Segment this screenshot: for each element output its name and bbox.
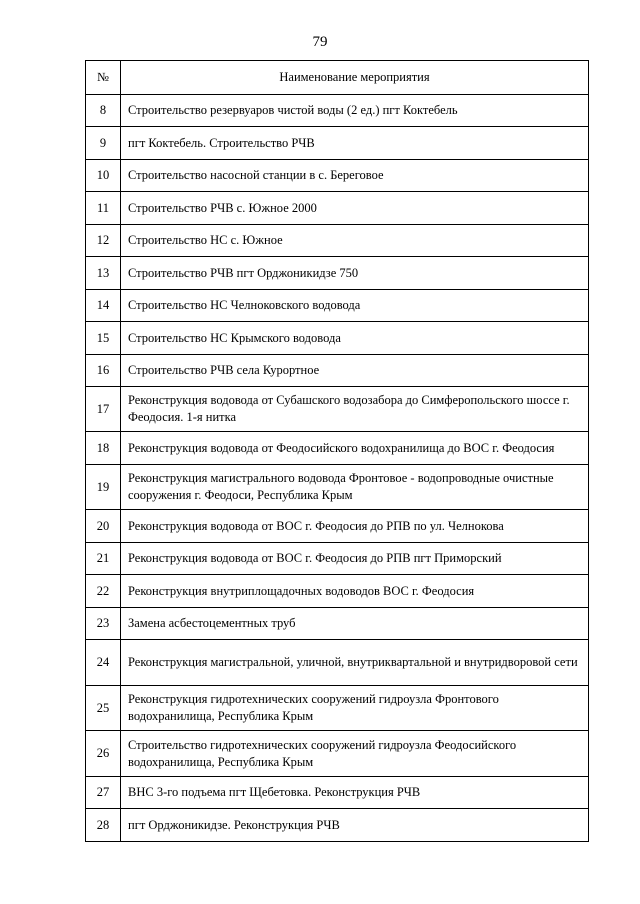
row-name: Реконструкция магистрального водовода Фронтовое - водопроводные очистные сооружения г. Феодоси, Республика Крым (121, 465, 589, 510)
table-row (86, 809, 589, 842)
row-number: 23 (86, 608, 121, 640)
row-number: 21 (86, 543, 121, 575)
row-name: Строительство гидротехнических сооружений гидроузла Феодосийского водохранилища, Республика Крым (121, 731, 589, 777)
row-number: 14 (86, 290, 121, 322)
row-number: 17 (86, 387, 121, 432)
row-name: ВНС 3-го подъема пгт Щебетовка. Реконструкция РЧВ (121, 777, 589, 809)
table-row (86, 543, 589, 575)
table-row (86, 432, 589, 465)
row-name: Реконструкция гидротехнических сооружений гидроузла Фронтового водохранилища, Республика Крым (121, 686, 589, 731)
row-number: 22 (86, 575, 121, 608)
table-row (86, 731, 589, 777)
table-row (86, 465, 589, 510)
table-row (86, 608, 589, 640)
row-number: 9 (86, 127, 121, 160)
row-number: 13 (86, 257, 121, 290)
header-number: № (86, 61, 121, 95)
row-number: 11 (86, 192, 121, 225)
table-row (86, 387, 589, 432)
table-body (86, 95, 589, 842)
table-row (86, 640, 589, 686)
table-row (86, 355, 589, 387)
page-number: 79 (312, 34, 328, 50)
row-number: 27 (86, 777, 121, 809)
row-number: 28 (86, 809, 121, 842)
row-number: 24 (86, 640, 121, 686)
row-number: 18 (86, 432, 121, 465)
header-name: Наименование мероприятия (121, 61, 589, 95)
row-number: 20 (86, 510, 121, 543)
table-row (86, 510, 589, 543)
row-name: пгт Орджоникидзе. Реконструкция РЧВ (121, 809, 589, 842)
row-name: Строительство резервуаров чистой воды (2 ед.) пгт Коктебель (121, 95, 589, 127)
row-name: Реконструкция водовода от ВОС г. Феодосия до РПВ пгт Приморский (121, 543, 589, 575)
table-row (86, 575, 589, 608)
table-row (86, 225, 589, 257)
row-name: пгт Коктебель. Строительство РЧВ (121, 127, 589, 160)
row-name: Реконструкция магистральной, уличной, внутриквартальной и внутридворовой сети (121, 640, 589, 686)
table-row (86, 192, 589, 225)
row-name: Замена асбестоцементных труб (121, 608, 589, 640)
row-number: 16 (86, 355, 121, 387)
row-name: Строительство НС с. Южное (121, 225, 589, 257)
row-number: 15 (86, 322, 121, 355)
table-row (86, 686, 589, 731)
measures-table (85, 60, 589, 842)
row-number: 10 (86, 160, 121, 192)
row-name: Строительство РЧВ села Курортное (121, 355, 589, 387)
table-row (86, 290, 589, 322)
row-number: 25 (86, 686, 121, 731)
row-number: 12 (86, 225, 121, 257)
row-name: Реконструкция водовода от Субашского водозабора до Симферопольского шоссе г. Феодосия. 1-я нитка (121, 387, 589, 432)
row-name: Строительство РЧВ пгт Орджоникидзе 750 (121, 257, 589, 290)
row-name: Реконструкция водовода от Феодосийского водохранилища до ВОС г. Феодосия (121, 432, 589, 465)
row-name: Реконструкция водовода от ВОС г. Феодосия до РПВ по ул. Челнокова (121, 510, 589, 543)
table-row (86, 257, 589, 290)
table-row (86, 777, 589, 809)
row-name: Строительство НС Крымского водовода (121, 322, 589, 355)
row-number: 19 (86, 465, 121, 510)
row-name: Строительство насосной станции в с. Береговое (121, 160, 589, 192)
row-name: Строительство НС Челноковского водовода (121, 290, 589, 322)
table-row (86, 127, 589, 160)
row-name: Строительство РЧВ с. Южное 2000 (121, 192, 589, 225)
table-row (86, 160, 589, 192)
table-row (86, 95, 589, 127)
row-number: 8 (86, 95, 121, 127)
row-number: 26 (86, 731, 121, 777)
table-row (86, 322, 589, 355)
table-header-row (86, 61, 589, 95)
row-name: Реконструкция внутриплощадочных водоводов ВОС г. Феодосия (121, 575, 589, 608)
